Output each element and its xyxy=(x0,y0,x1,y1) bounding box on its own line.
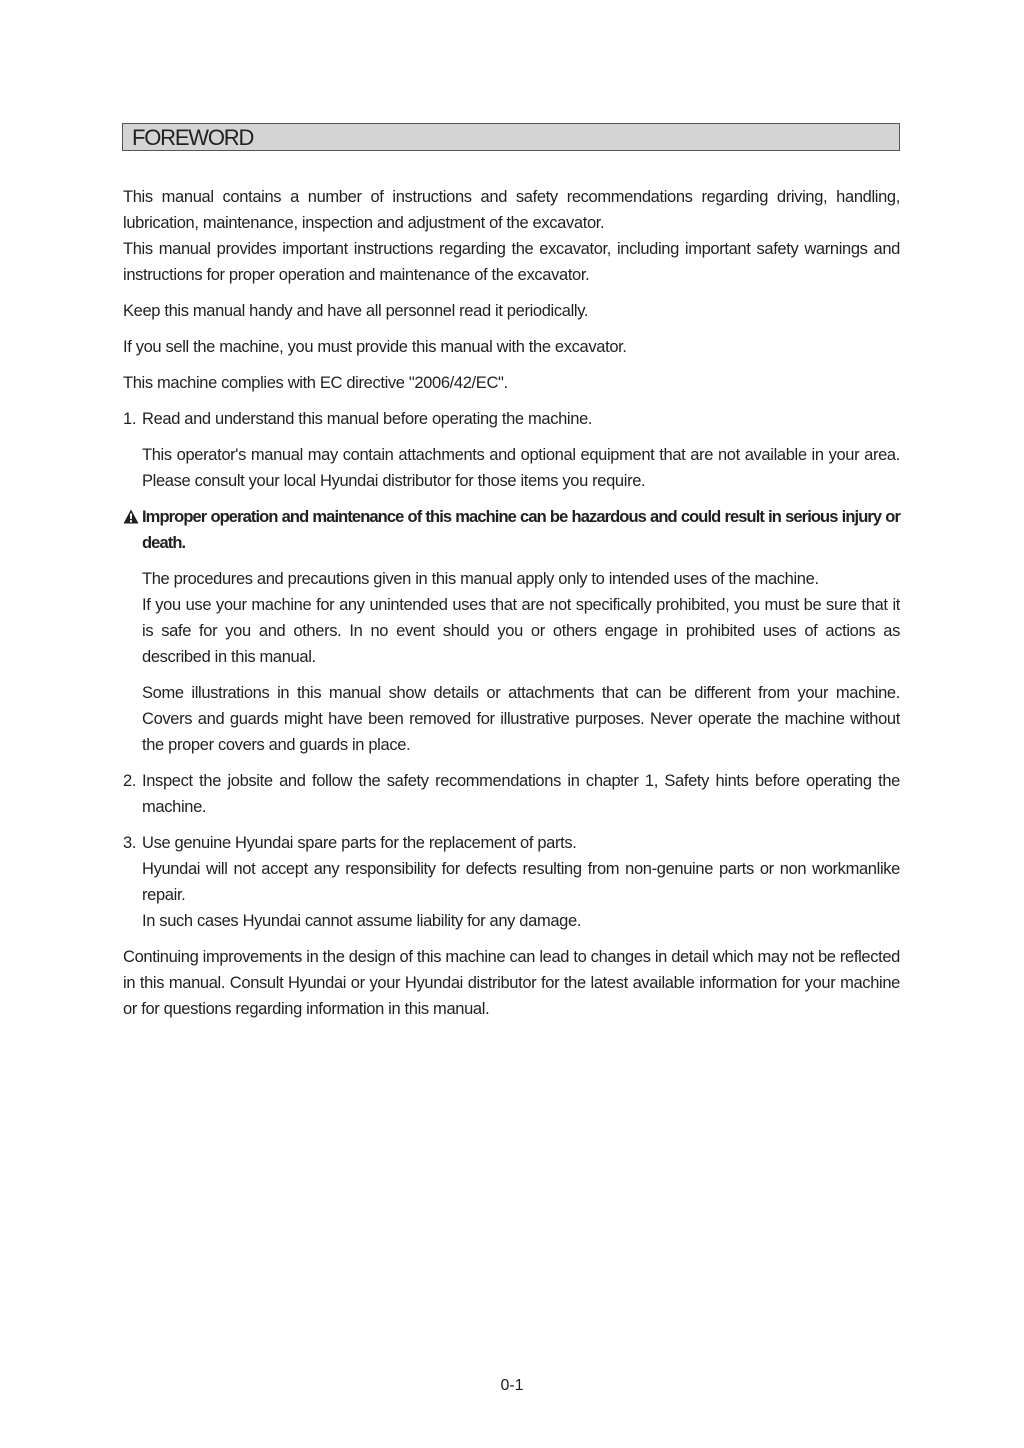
warning-notice xyxy=(123,504,900,556)
list-item-number: 1. xyxy=(123,410,137,428)
list-item-text: Use genuine Hyundai spare parts for the replacement of parts. xyxy=(142,834,577,852)
section-title-box xyxy=(122,123,900,151)
foreword-content xyxy=(123,184,900,1032)
intro-paragraph-3: Keep this manual handy and have all personnel read it periodically. xyxy=(123,302,589,320)
warning-paragraph-3: Some illustrations in this manual show details or attachments that can be different from your machine. Covers and guards might have been removed for illustrative purposes. Never operate the machine without the proper covers and guards in place. xyxy=(142,684,900,754)
intro-paragraph-4: If you sell the machine, you must provide this manual with the excavator. xyxy=(123,338,627,356)
page-title: FOREWORD xyxy=(132,125,254,150)
page-number: 0-1 xyxy=(500,1377,524,1394)
warning-paragraph-2: If you use your machine for any unintended uses that are not specifically prohibited, you must be sure that it is safe for you and others. In no event should you or others engage in prohibited uses of actions as described in this manual. xyxy=(142,596,900,666)
intro-paragraph-5: This machine complies with EC directive "2006/42/EC". xyxy=(123,374,508,392)
closing-paragraph: Continuing improvements in the design of this machine can lead to changes in detail which may not be reflected in this manual. Consult Hyundai or your Hyundai distributor for the latest available information for your machine or for questions regarding information in this manual. xyxy=(123,948,900,1018)
list-item-text: Inspect the jobsite and follow the safety recommendations in chapter 1, Safety hints before operating the machine. xyxy=(142,772,900,816)
warning-triangle-icon xyxy=(123,509,139,524)
list-item-number: 3. xyxy=(123,834,137,852)
list-item-2 xyxy=(123,768,900,820)
list-item-text-line-3: In such cases Hyundai cannot assume liability for any damage. xyxy=(142,912,582,930)
intro-paragraph-1: This manual contains a number of instructions and safety recommendations regarding driving, handling, lubrication, maintenance, inspection and adjustment of the excavator. xyxy=(123,188,900,232)
list-item-1-detail: This operator's manual may contain attachments and optional equipment that are not available in your area. Please consult your local Hyundai distributor for those items you require. xyxy=(142,446,900,490)
warning-text: Improper operation and maintenance of this machine can be hazardous and could result in serious injury or death. xyxy=(142,508,900,552)
list-item-number: 2. xyxy=(123,772,137,790)
list-item-3 xyxy=(123,830,900,934)
warning-paragraph-1: The procedures and precautions given in this manual apply only to intended uses of the machine. xyxy=(142,570,819,588)
intro-paragraph-2: This manual provides important instructions regarding the excavator, including important safety warnings and instructions for proper operation and maintenance of the excavator. xyxy=(123,240,900,284)
list-item-text-line-2: Hyundai will not accept any responsibility for defects resulting from non-genuine parts or non workmanlike repair. xyxy=(142,860,900,904)
list-item-text: Read and understand this manual before operating the machine. xyxy=(142,410,593,428)
list-item-1 xyxy=(123,406,900,432)
